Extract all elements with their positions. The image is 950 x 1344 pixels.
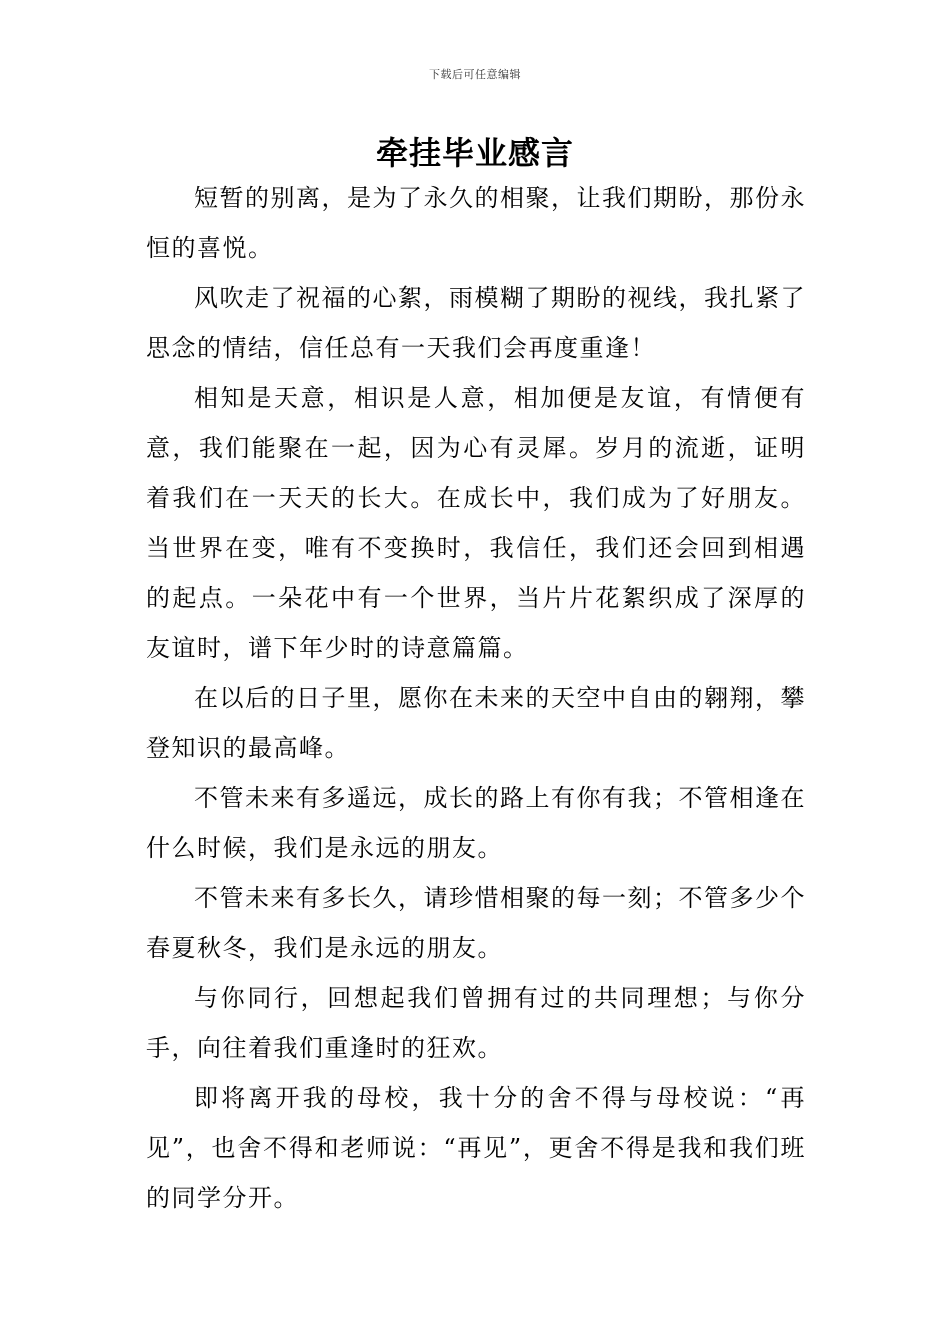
paragraph: 短暂的别离，是为了永久的相聚，让我们期盼，那份永恒的喜悦。 (146, 184, 806, 262)
document-title: 牵挂毕业感言 (375, 134, 574, 172)
paragraph: 即将离开我的母校，我十分的舍不得与母校说：“再见”，也舍不得和老师说：“再见”，更舍不得是我和我们班的同学分开。 (146, 1084, 806, 1212)
document-body (146, 173, 806, 1223)
paragraph: 不管未来有多长久，请珍惜相聚的每一刻；不管多少个春夏秋冬，我们是永远的朋友。 (146, 884, 806, 962)
paragraph: 风吹走了祝福的心絮，雨模糊了期盼的视线，我扎紧了思念的情结，信任总有一天我们会再度重逢！ (146, 284, 806, 362)
paragraph: 在以后的日子里，愿你在未来的天空中自由的翱翔，攀登知识的最高峰。 (146, 684, 806, 762)
paragraph: 相知是天意，相识是人意，相加便是友谊，有情便有意，我们能聚在一起，因为心有灵犀。岁月的流逝，证明着我们在一天天的长大。在成长中，我们成为了好朋友。当世界在变，唯有不变换时，我信任，我们还会回到相遇的起点。一朵花中有一个世界，当片片花絮织成了深厚的友谊时，谱下年少时的诗意篇篇。 (146, 384, 806, 662)
paragraph: 不管未来有多遥远，成长的路上有你有我；不管相逢在什么时候，我们是永远的朋友。 (146, 784, 806, 862)
header-note: 下载后可任意编辑 (429, 68, 521, 81)
paragraph: 与你同行，回想起我们曾拥有过的共同理想；与你分手，向往着我们重逢时的狂欢。 (146, 984, 806, 1062)
